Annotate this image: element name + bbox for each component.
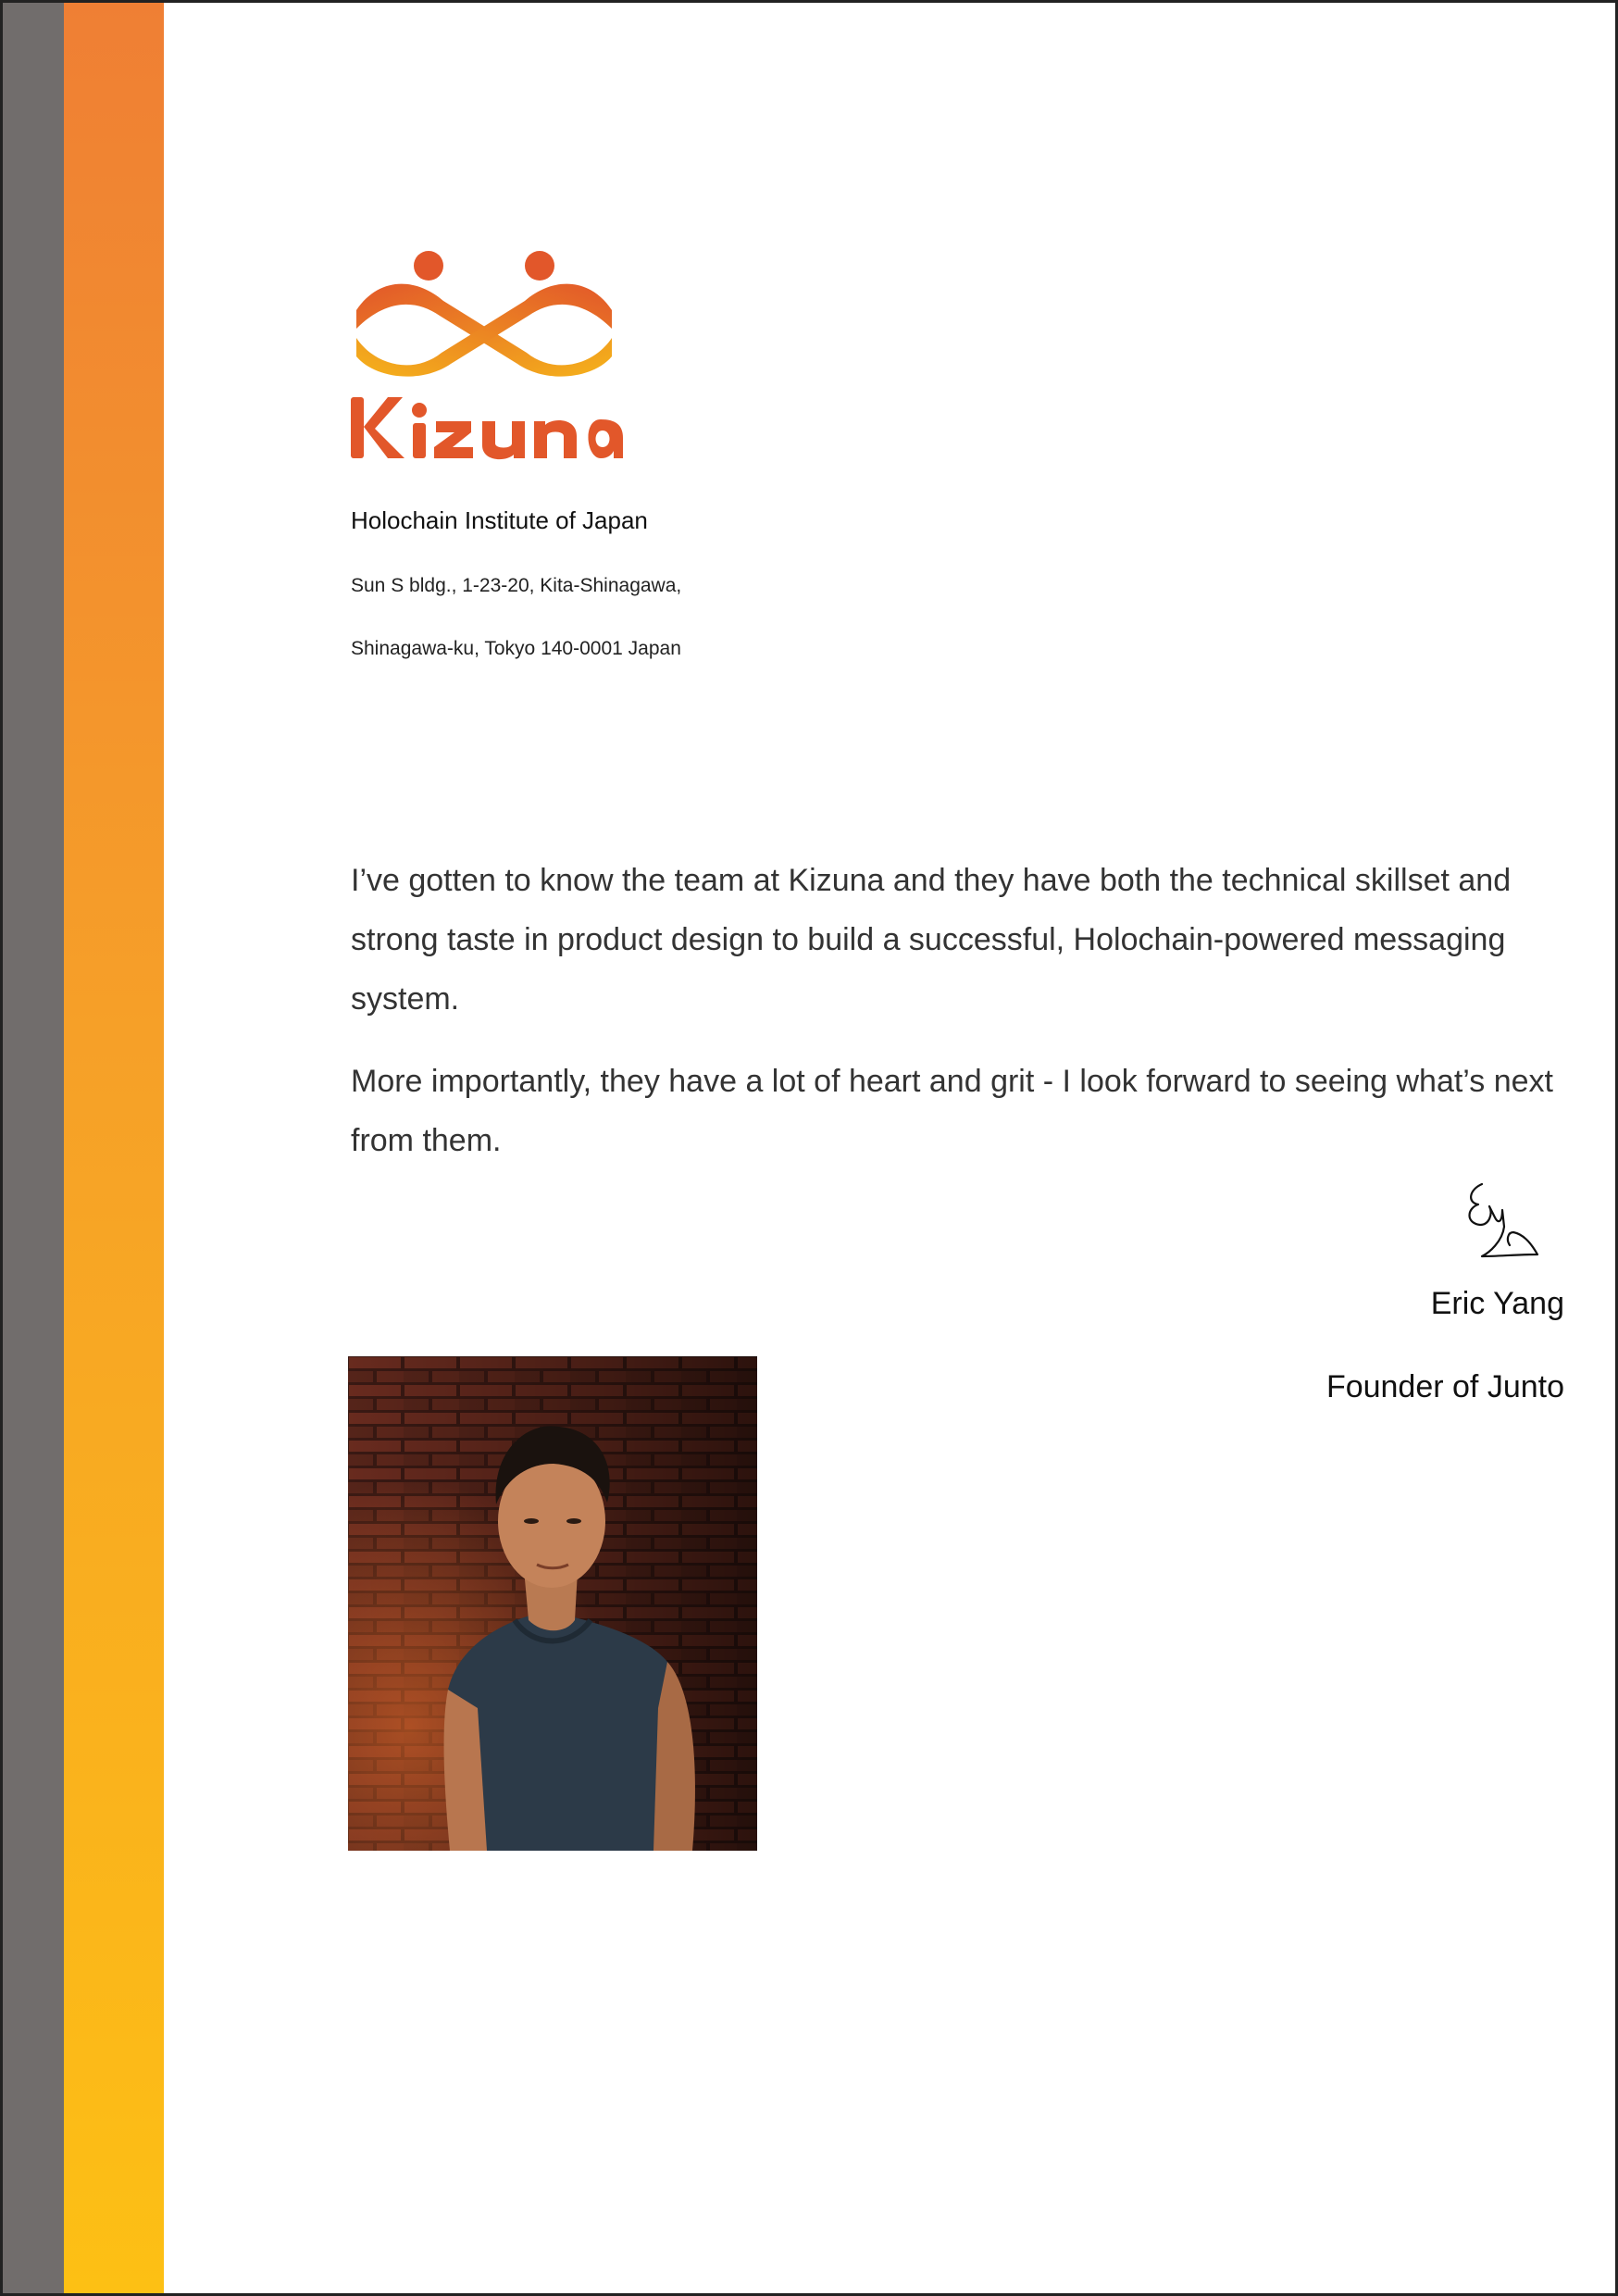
organization-name: Holochain Institute of Japan — [351, 506, 648, 534]
grey-side-stripe — [3, 3, 64, 2296]
kizuna-logo-icon — [351, 249, 617, 379]
letter-paragraph-2: More importantly, they have a lot of heart and grit - I look forward to seeing what’s next from them. — [351, 1064, 1553, 1158]
signature-icon — [1462, 1177, 1541, 1260]
address-line-2: Shinagawa-ku, Tokyo 140-0001 Japan — [351, 638, 681, 659]
letter-paragraph-1: I’ve gotten to know the team at Kizuna and they have both the technical skillset and strong taste in product design to build a successful, Holochain-powered messaging system. — [351, 863, 1512, 1017]
signer-name: Eric Yang — [1430, 1286, 1564, 1321]
signer-title: Founder of Junto — [1326, 1369, 1564, 1404]
orange-gradient-stripe — [64, 3, 164, 2296]
address-line-1: Sun S bldg., 1-23-20, Kita-Shinagawa, — [351, 575, 682, 596]
kizuna-wordmark-logo — [347, 390, 625, 466]
portrait-photo — [348, 1356, 757, 1851]
